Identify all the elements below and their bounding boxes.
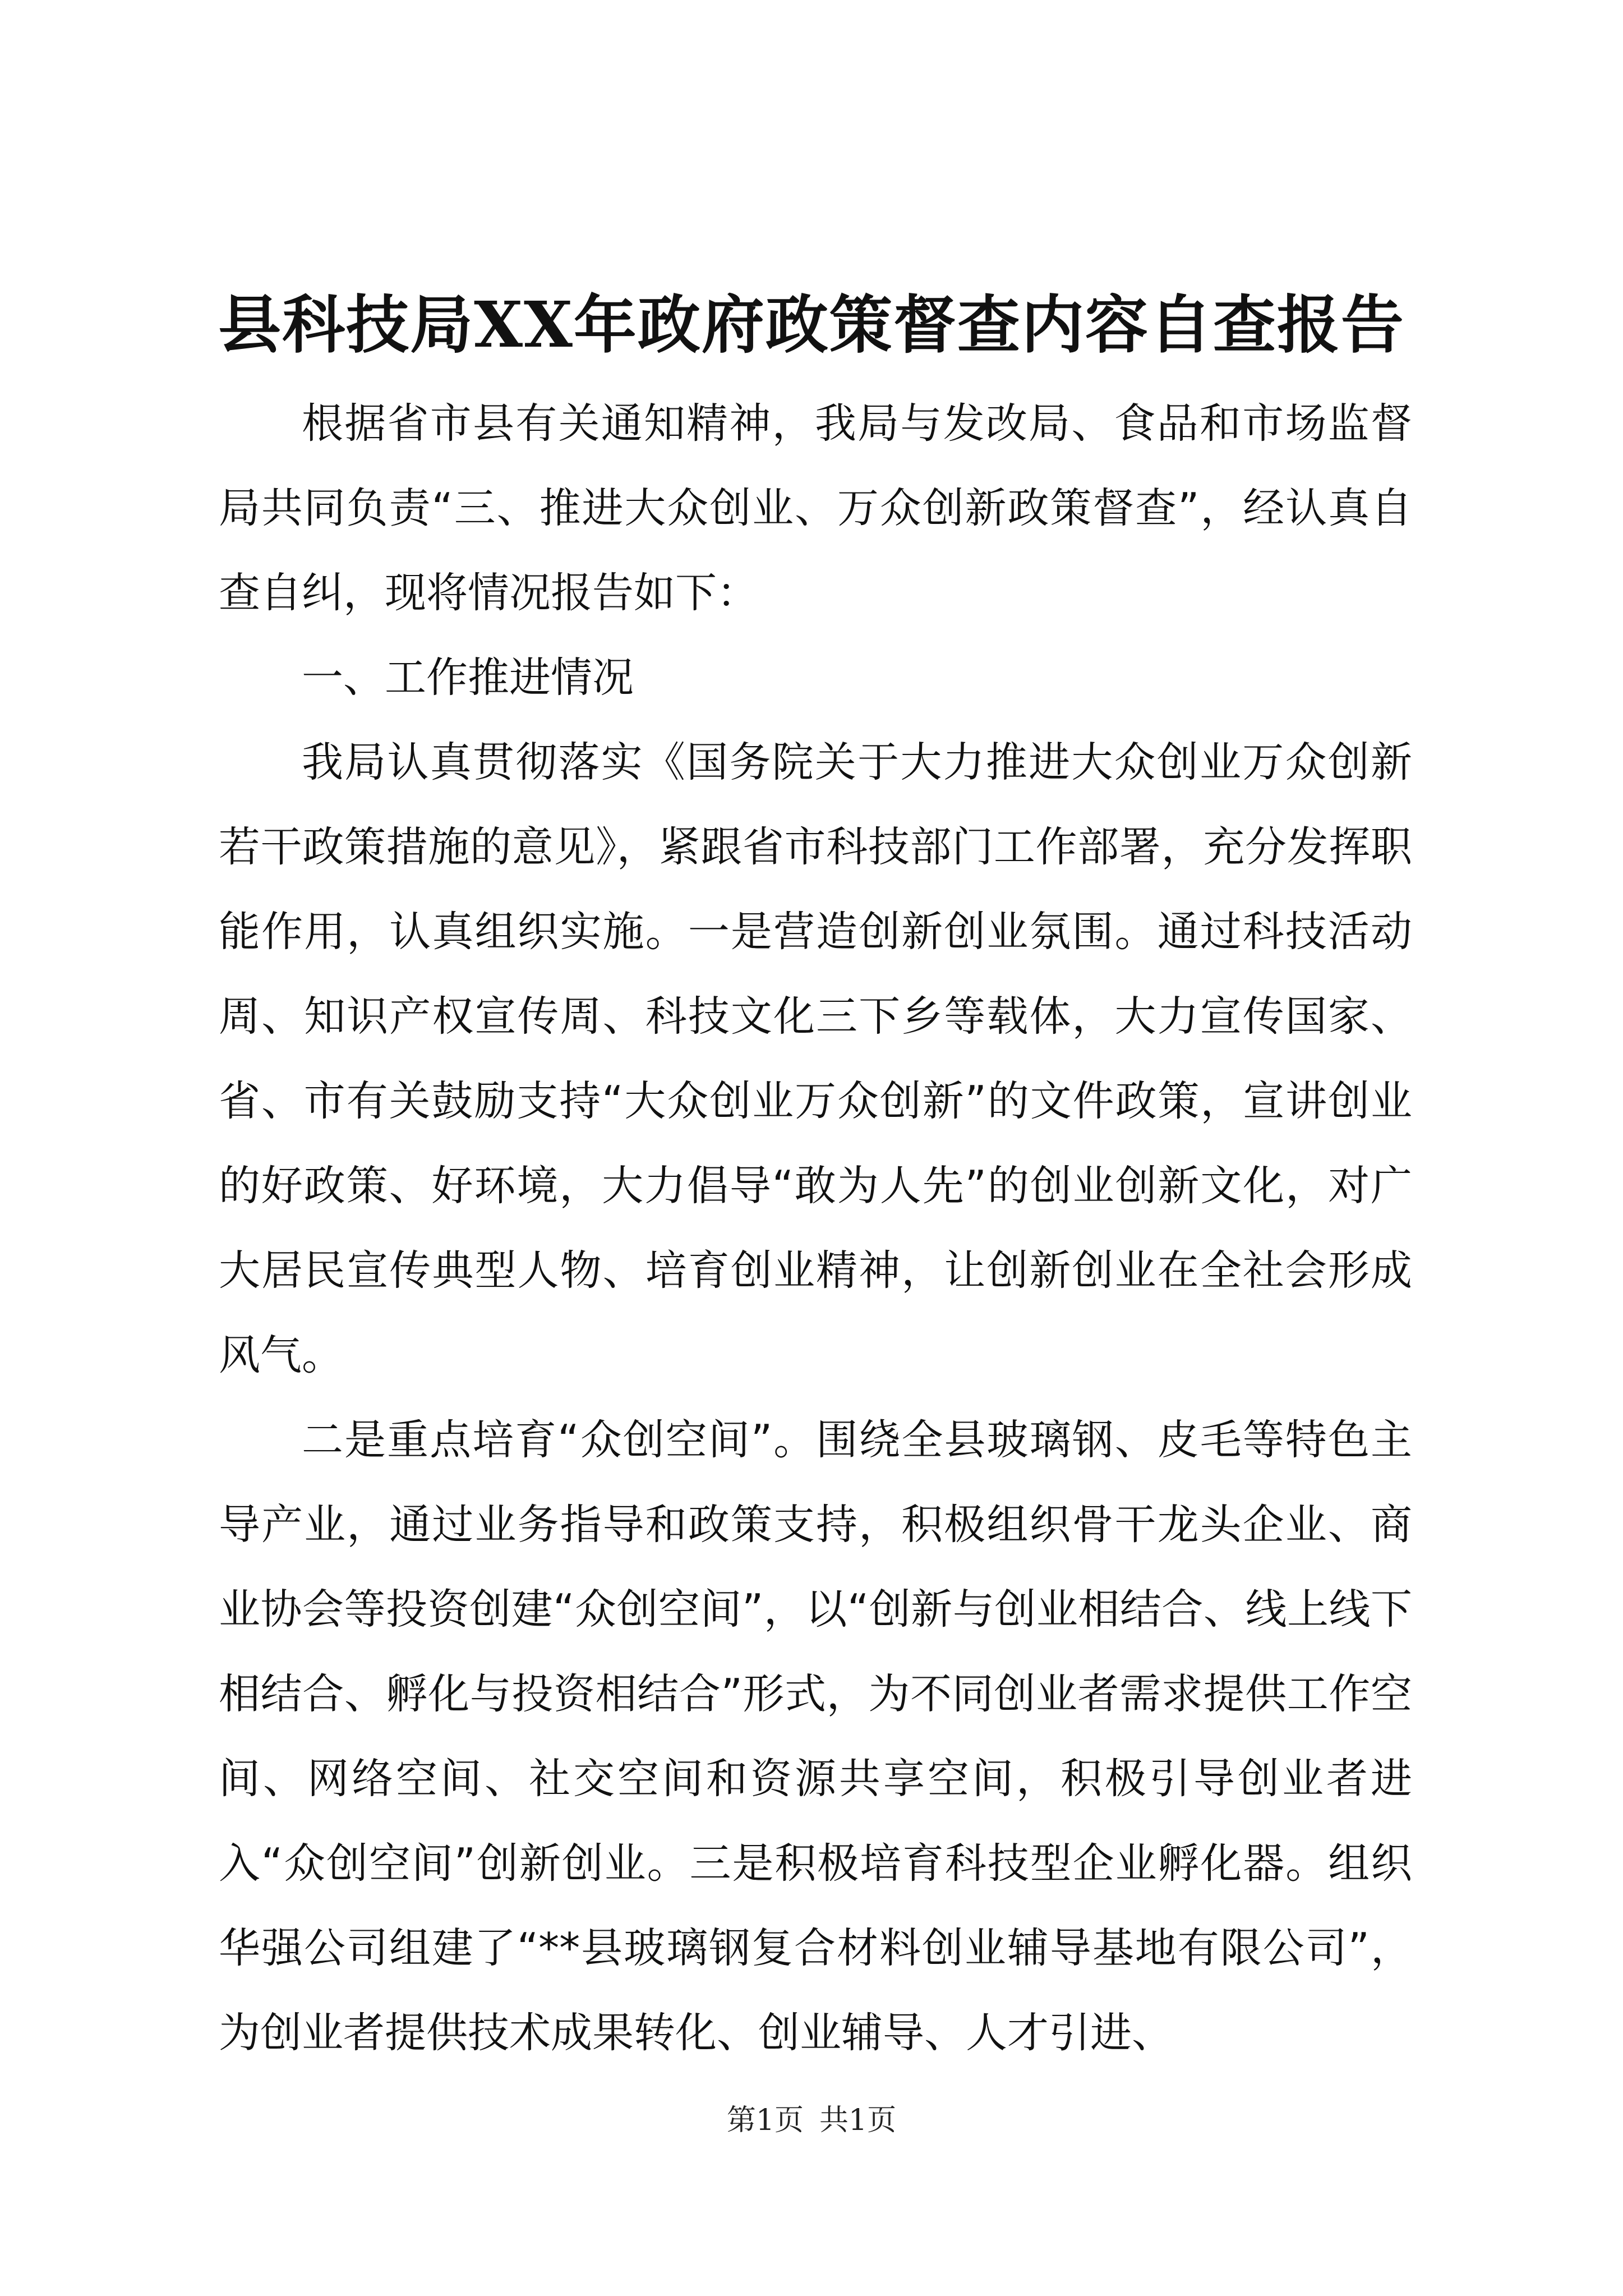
paragraph-intro: 根据省市县有关通知精神，我局与发改局、食品和市场监督局共同负责“三、推进大众创业、万众创新政策督查”，经认真自查自纠，现将情况报告如下： [219,399,1412,617]
page-footer [0,2101,1623,2140]
page-total: 共1页 [819,2104,897,2137]
paragraph-maker-space: 二是重点培育“众创空间”。围绕全县玻璃钢、皮毛等特色主导产业，通过业务指导和政策支持，积极组织骨干龙头企业、商业协会等投资创建“众创空间”，以“创新与创业相结合、线上线下相结合、孵化与投资相结合”形式，为不同创业者需求提供工作空间、网络空间、社交空间和资源共享空间，积极引导创业者进入“众创空间”创新创业。三是积极培育科技型企业孵化器。组织华强公司组建了“**县玻璃钢复合材料创业辅导基地有限公司”，为创业者提供技术成果转化、创业辅导、人才引进、 [219,1416,1412,2057]
document-body [219,381,1412,2076]
page-number: 第1页 [726,2104,804,2137]
paragraph-work-progress: 我局认真贯彻落实《国务院关于大力推进大众创业万众创新若干政策措施的意见》，紧跟省市科技部门工作部署，充分发挥职能作用，认真组织实施。一是营造创新创业氛围。通过科技活动周、知识产权宣传周、科技文化三下乡等载体，大力宣传国家、省、市有关鼓励支持“大众创业万众创新”的文件政策，宣讲创业的好政策、好环境，大力倡导“敢为人先”的创业创新文化，对广大居民宣传典型人物、培育创业精神，让创新创业在全社会形成风气。 [219,738,1412,1379]
section-heading: 一、工作推进情况 [302,654,634,702]
document-title: 县科技局XX年政府政策督查内容自查报告 [218,288,1405,362]
